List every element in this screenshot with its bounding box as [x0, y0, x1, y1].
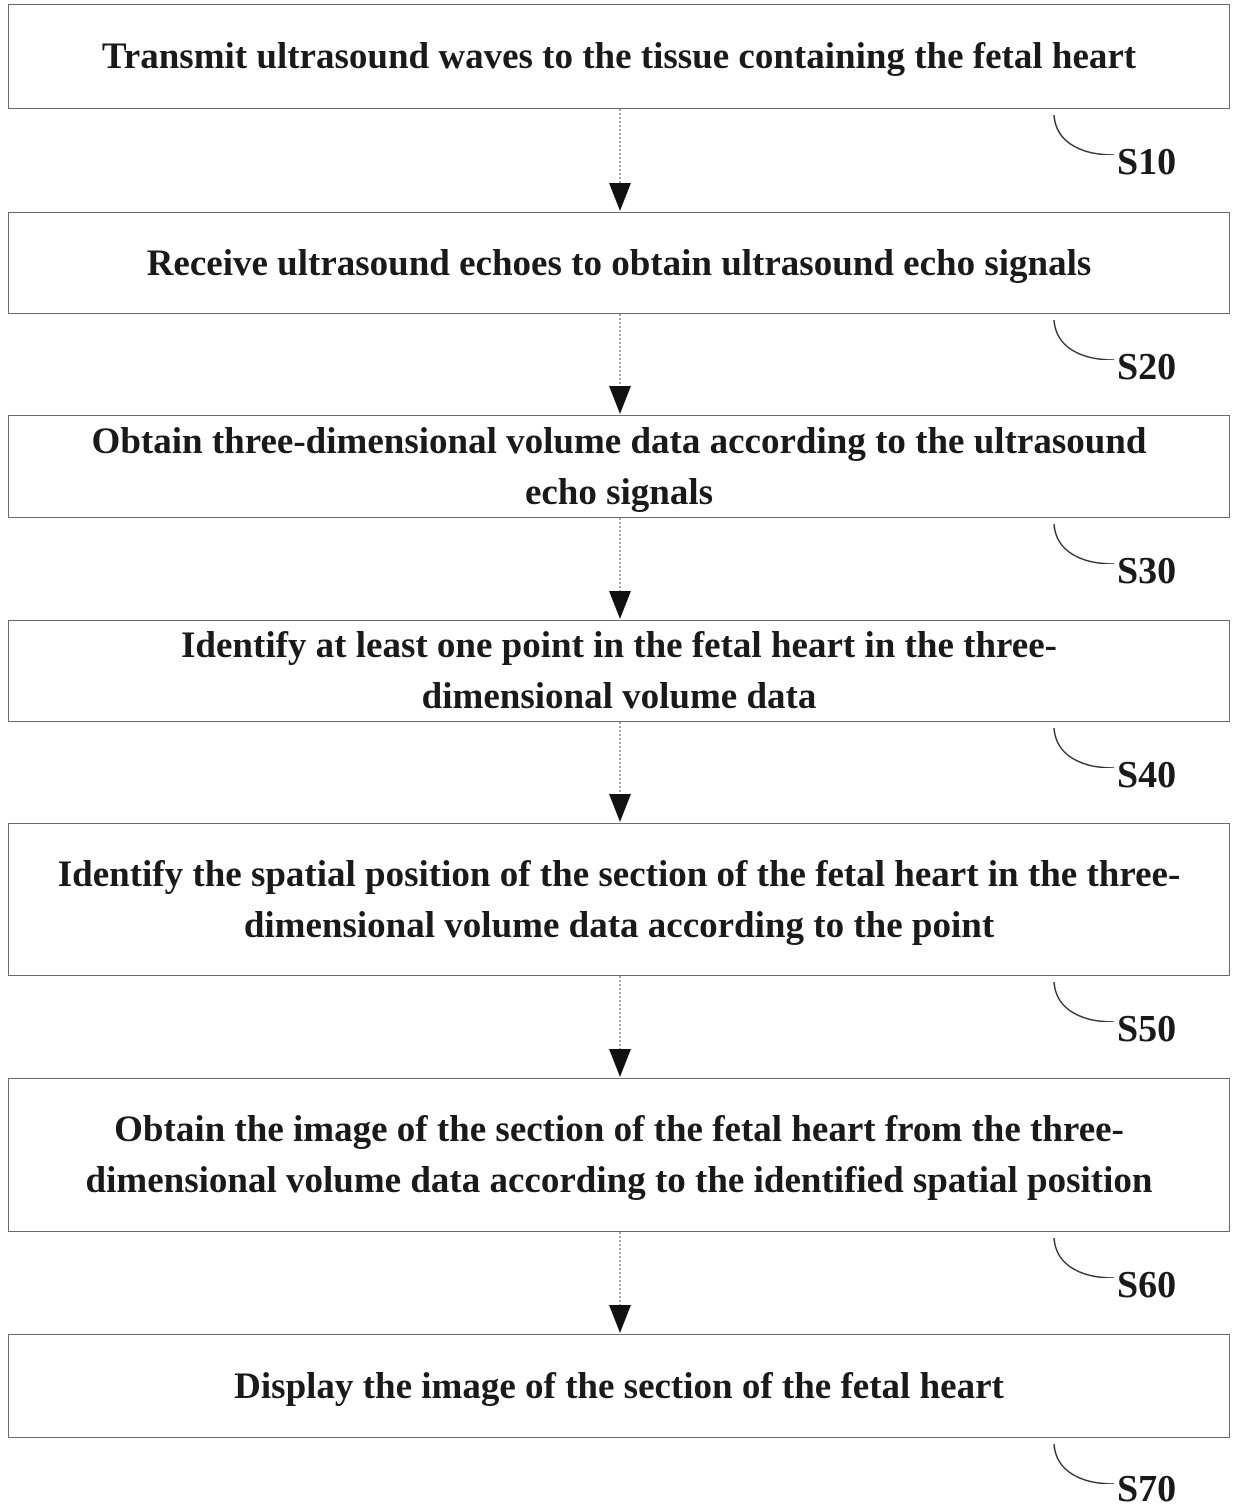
leader-curve-s20 [1052, 318, 1122, 360]
step-text-s40: Identify at least one point in the fetal heart in the three-dimensional volume data [89, 620, 1149, 722]
step-text-s70: Display the image of the section of the fetal heart [234, 1361, 1004, 1412]
step-label-s60: S60 [1117, 1265, 1176, 1305]
step-text-s50: Identify the spatial position of the section of the fetal heart in the three-dimensional volume data according to the point [23, 849, 1215, 951]
arrow-s20-s30 [609, 314, 631, 414]
step-label-s10: S10 [1117, 142, 1176, 182]
arrow-s60-s70 [609, 1232, 631, 1333]
arrow-s40-s50 [609, 722, 631, 822]
leader-curve-s40 [1052, 726, 1122, 768]
step-label-s20: S20 [1117, 347, 1176, 387]
step-label-s50: S50 [1117, 1009, 1176, 1049]
leader-curve-s30 [1052, 522, 1122, 564]
step-label-s70: S70 [1117, 1469, 1176, 1509]
arrow-s30-s40 [609, 518, 631, 619]
leader-curve-s70 [1052, 1442, 1122, 1484]
leader-curve-s50 [1052, 980, 1122, 1022]
arrow-s50-s60 [609, 976, 631, 1077]
leader-curve-s60 [1052, 1236, 1122, 1278]
step-text-s10: Transmit ultrasound waves to the tissue containing the fetal heart [102, 31, 1136, 82]
arrow-s10-s20 [609, 109, 631, 211]
step-text-s20: Receive ultrasound echoes to obtain ultrasound echo signals [147, 238, 1092, 289]
step-text-s30: Obtain three-dimensional volume data according to the ultrasound echo signals [89, 416, 1149, 518]
step-text-s60: Obtain the image of the section of the fetal heart from the three-dimensional volume data according to the identified spatial position [23, 1104, 1215, 1206]
leader-curve-s10 [1052, 113, 1122, 155]
step-label-s40: S40 [1117, 755, 1176, 795]
step-label-s30: S30 [1117, 551, 1176, 591]
